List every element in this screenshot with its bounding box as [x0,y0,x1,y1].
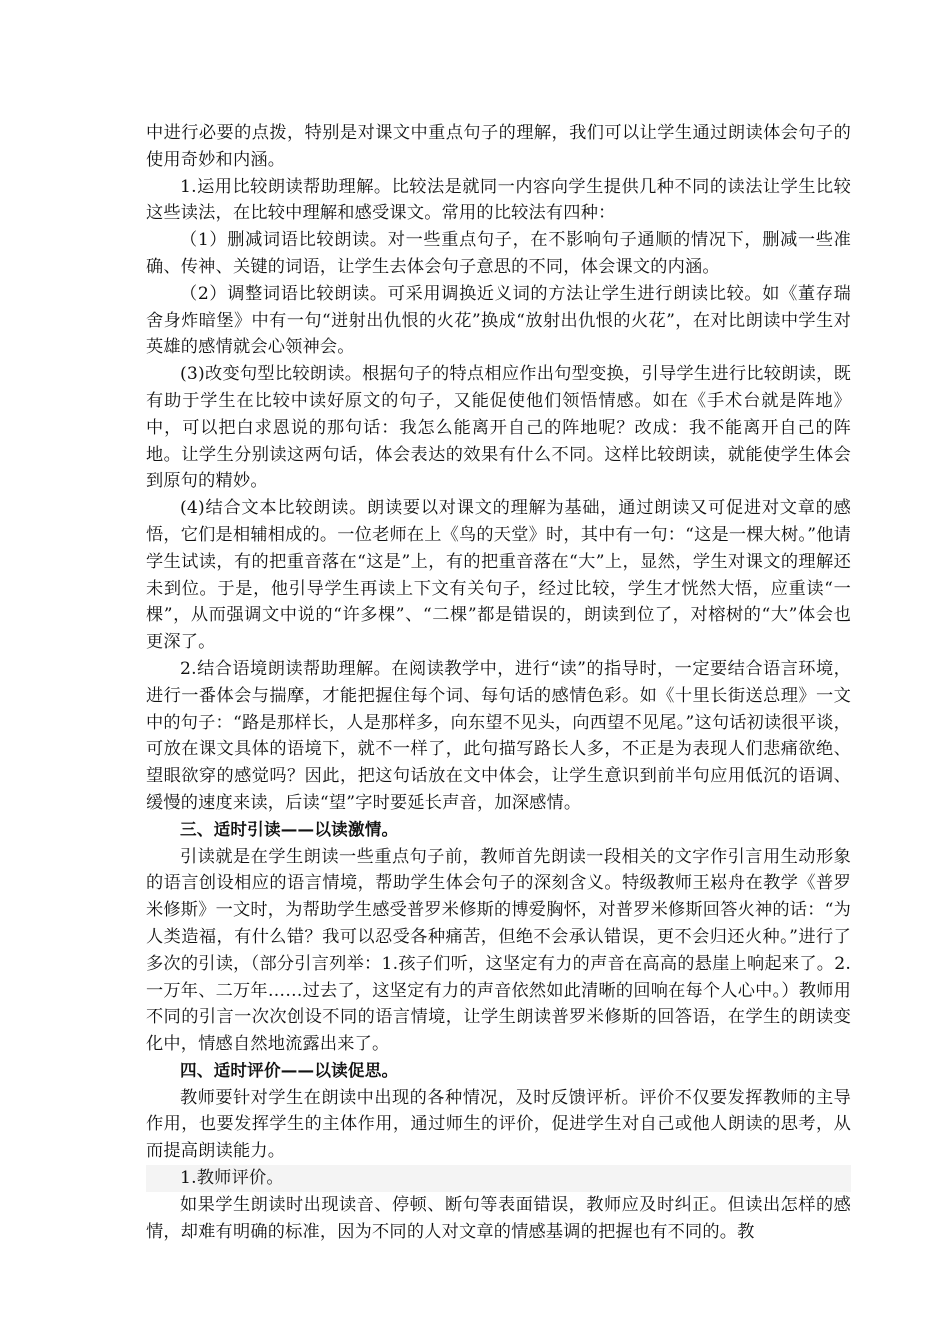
paragraph: (4)结合文本比较朗读。朗读要以对课文的理解为基础，通过朗读又可促进对文章的感悟，它们是相辅相成的。一位老师在上《鸟的天堂》时，其中有一句：“这是一棵大树。”他请学生试读，有的把重音落在“这是”上，有的把重音落在“大”上，显然，学生对课文的理解还未到位。于是，他引导学生再读上下文有关句子，经过比较，学生才恍然大悟，应重读“一棵”，从而强调文中说的“许多棵”、“二棵”都是错误的，朗读到位了，对榕树的“大”体会也更深了。 [146,498,851,653]
paragraph: 2.结合语境朗读帮助理解。在阅读教学中，进行“读”的指导时，一定要结合语言环境，进行一番体会与揣摩，才能把握住每个词、每句话的感情色彩。如《十里长街送总理》一文中的句子：“路是那样长，人是那样多，向东望不见头，向西望不见尾。”这句话初读很平谈，可放在课文具体的语境下，就不一样了，此句描写路长人多，不正是为表现人们悲痛欲绝、望眼欲穿的感觉吗？因此，把这句话放在文中体会，让学生意识到前半句应用低沉的语调、缓慢的速度来读，后读“望”字时要延长声音，加深感情。 [146,658,851,813]
paragraph: （2）调整词语比较朗读。可采用调换近义词的方法让学生进行朗读比较。如《董存瑞舍身炸暗堡》中有一句“迸射出仇恨的火花”换成“放射出仇恨的火花”，在对比朗读中学生对英雄的感情就会心领神会。 [146,283,851,358]
section-heading: 三、适时引读——以读激情。 [180,819,399,839]
paragraph: 1.运用比较朗读帮助理解。比较法是就同一内容向学生提供几种不同的读法让学生比较这些读法，在比较中理解和感受课文。常用的比较法有四种： [146,176,851,224]
document-body [146,120,851,1245]
paragraph: 引读就是在学生朗读一些重点句子前，教师首先朗读一段相关的文字作引言用生动形象的语言创设相应的语言情境，帮助学生体会句子的深刻含义。特级教师王崧舟在教学《普罗米修斯》一文时，为帮助学生感受普罗米修斯的博爱胸怀，对普罗米修斯回答火神的话：“为人类造福，有什么错？我可以忍受各种痛苦，但绝不会承认错误，更不会归还火种。”进行了多次的引读，（部分引言列举：1.孩子们听，这坚定有力的声音在高高的悬崖上响起来了。2.一万年、二万年……过去了，这坚定有力的声音依然如此清晰的回响在每个人心中。）教师用不同的引言一次次创设不同的语言情境，让学生朗读普罗米修斯的回答语，在学生的朗读变化中，情感自然地流露出来了。 [146,846,851,1055]
paragraph: 中进行必要的点拨，特别是对课文中重点句子的理解，我们可以让学生通过朗读体会句子的使用奇妙和内涵。 [146,123,851,170]
paragraph: （1）删减词语比较朗读。对一些重点句子，在不影响句子通顺的情况下，删减一些准确、传神、关键的词语，让学生去体会句子意思的不同，体会课文的内涵。 [146,230,851,277]
paragraph: 教师要针对学生在朗读中出现的各种情况，及时反馈评析。评价不仅要发挥教师的主导作用，也要发挥学生的主体作用，通过师生的评价，促进学生对自己或他人朗读的思考，从而提高朗读能力。 [146,1087,851,1162]
subheading: 1.教师评价。 [146,1165,851,1192]
paragraph: 如果学生朗读时出现读音、停顿、断句等表面错误，教师应及时纠正。但读出怎样的感情，却难有明确的标准，因为不同的人对文章的情感基调的把握也有不同的。教 [146,1194,851,1242]
paragraph: (3)改变句型比较朗读。根据句子的特点相应作出句型变换，引导学生进行比较朗读，既有助于学生在比较中读好原文的句子，又能促使他们领悟情感。如在《手术台就是阵地》中，可以把白求恩说的那句话：我怎么能离开自己的阵地呢？改成：我不能离开自己的阵地。让学生分别读这两句话，体会表达的效果有什么不同。这样比较朗读，就能使学生体会到原句的精妙。 [146,364,851,492]
section-heading: 四、适时评价——以读促思。 [180,1060,399,1080]
